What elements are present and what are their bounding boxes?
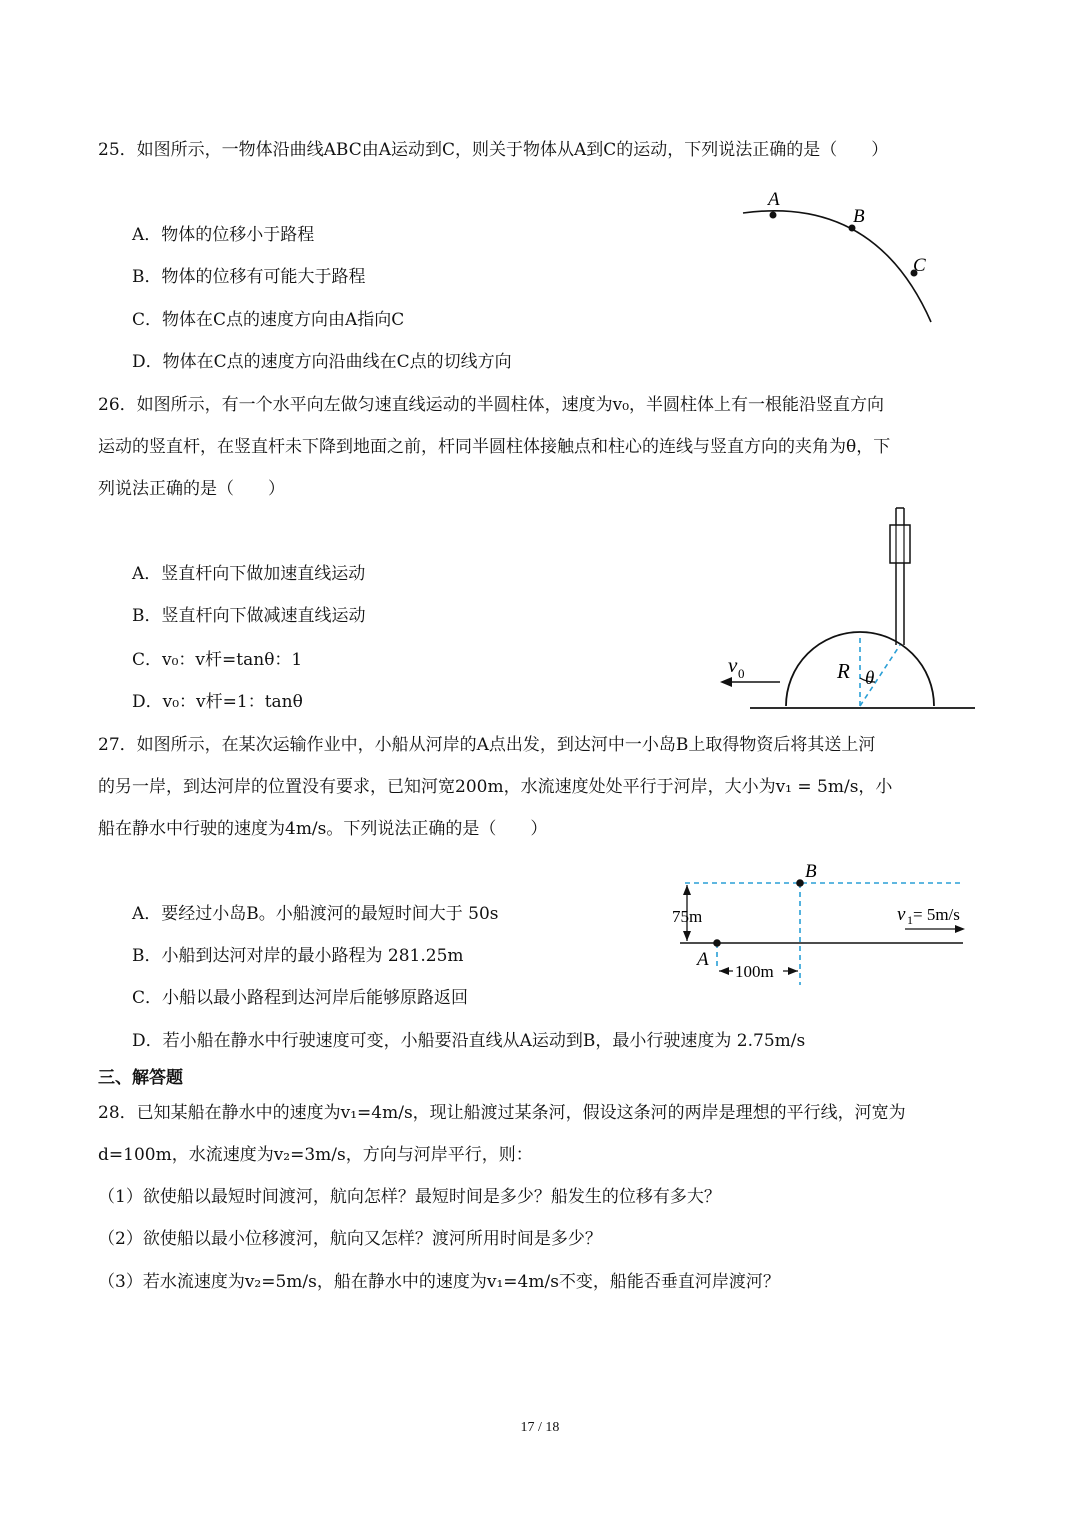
q26-stem-line3: 列说法正确的是（ ）: [98, 479, 285, 499]
label-v0: v: [728, 653, 738, 677]
point-a: [713, 939, 721, 947]
q26-option-d: D．v₀：v杆=1：tanθ: [132, 692, 303, 712]
q28-part-3: （3）若水流速度为v₂=5m/s，船在静水中的速度为v₁=4m/s不变，船能否垂直河岸渡河？: [98, 1272, 780, 1292]
q26-stem-line1: 26．如图所示，有一个水平向左做匀速直线运动的半圆柱体，速度为v₀，半圆柱体上有一根能沿竖直方向: [98, 395, 885, 415]
label-c: C: [913, 255, 926, 276]
section-title: 三、解答题: [98, 1068, 183, 1088]
q25-option-c: C．物体在C点的速度方向由A指向C: [132, 310, 405, 330]
label-r: R: [837, 659, 850, 683]
q25-option-a: A．物体的位移小于路程: [132, 225, 315, 245]
page-number: 17 / 18: [520, 1420, 560, 1435]
label-75m: 75m: [672, 907, 703, 926]
rod-sleeve: [890, 525, 910, 563]
q28-stem-line1: 28．已知某船在静水中的速度为v₁=4m/s，现让船渡过某条河，假设这条河的两岸是理想的平行线，河宽为: [98, 1103, 906, 1123]
q27-stem-line2: 的另一岸，到达河岸的位置没有要求，已知河宽200m，水流速度处处平行于河岸，大小为v₁ = 5m/s，小: [98, 777, 893, 797]
q25-figure-curve: [735, 185, 945, 330]
q27-stem-line3: 船在静水中行驶的速度为4m/s。下列说法正确的是（ ）: [98, 819, 548, 839]
label-b: B: [805, 861, 817, 882]
label-a: A: [768, 189, 780, 210]
label-a: A: [697, 949, 709, 970]
label-v0-sub: 0: [738, 666, 745, 681]
q28-part-2: （2）欲使船以最小位移渡河，航向又怎样？渡河所用时间是多少？: [98, 1229, 602, 1249]
label-v1-sub: 1: [907, 913, 913, 927]
label-b: B: [853, 206, 865, 227]
q27-option-c: C．小船以最小路程到达河岸后能够原路返回: [132, 988, 469, 1008]
q26-option-a: A．竖直杆向下做加速直线运动: [132, 564, 366, 584]
label-v1: v: [897, 904, 906, 925]
q28-stem-line2: d=100m，水流速度为v₂=3m/s，方向与河岸平行，则：: [98, 1145, 533, 1165]
label-100m: 100m: [735, 962, 774, 981]
q27-option-b: B．小船到达河对岸的最小路程为 281.25m: [132, 946, 464, 966]
q28-part-1: （1）欲使船以最短时间渡河，航向怎样？最短时间是多少？船发生的位移有多大？: [98, 1187, 721, 1207]
q25-option-d: D．物体在C点的速度方向沿曲线在C点的切线方向: [132, 352, 512, 372]
q26-figure-half-cylinder: [720, 500, 980, 715]
q27-stem-line1: 27．如图所示，在某次运输作业中，小船从河岸的A点出发，到达河中一小岛B上取得物资后将其送上河: [98, 735, 876, 755]
point-b: [796, 879, 804, 887]
q26-option-b: B．竖直杆向下做减速直线运动: [132, 606, 366, 626]
point-a: [770, 212, 777, 219]
label-theta: θ: [865, 668, 875, 689]
q27-option-a: A．要经过小岛B。小船渡河的最短时间大于 50s: [132, 904, 499, 924]
label-v1-value: = 5m/s: [913, 905, 960, 924]
q26-stem-line2: 运动的竖直杆，在竖直杆未下降到地面之前，杆同半圆柱体接触点和柱心的连线与竖直方向的夹角为θ，下: [98, 437, 891, 457]
q27-option-d: D．若小船在静水中行驶速度可变，小船要沿直线从A运动到B，最小行驶速度为 2.75m/s: [132, 1031, 806, 1051]
q26-option-c: C．v₀：v杆=tanθ：1: [132, 650, 303, 670]
q25-option-b: B．物体的位移有可能大于路程: [132, 267, 366, 287]
q25-stem: 25．如图所示，一物体沿曲线ABC由A运动到C，则关于物体从A到C的运动，下列说法正确的是（ ）: [98, 140, 889, 160]
q27-figure-river: [665, 855, 975, 990]
